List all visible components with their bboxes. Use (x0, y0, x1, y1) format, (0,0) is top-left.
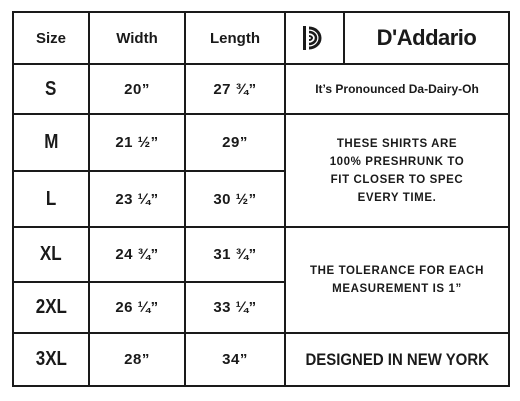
brand-wordmark: D'Addario (376, 25, 477, 50)
designed-note: DESIGNED IN NEW YORK (305, 349, 489, 369)
length-value: 29” (222, 134, 248, 151)
length-value: 31 ¾” (213, 246, 257, 263)
width-value: 26 ¼” (115, 299, 159, 316)
size-label: 2XL (35, 296, 67, 318)
width-value: 23 ¼” (115, 190, 159, 208)
size-label: XL (40, 243, 62, 265)
preshrunk-note: THESE SHIRTS ARE 100% PRESHRUNK TO FIT CLOSER TO SPEC EVERY TIME. (329, 137, 465, 204)
length-value: 30 ½” (213, 190, 257, 208)
width-value: 24 ¾” (115, 246, 159, 263)
header-size: Size (35, 29, 66, 47)
table-row (14, 283, 88, 332)
size-label: S (45, 77, 57, 100)
header-length: Length (210, 29, 260, 47)
length-value: 27 ¾” (213, 80, 257, 98)
table-row (14, 115, 88, 170)
table-row (14, 172, 88, 226)
width-value: 21 ½” (115, 134, 159, 151)
width-value: 20” (124, 80, 150, 98)
size-label: M (43, 131, 59, 153)
size-chart (12, 11, 510, 387)
length-value: 33 ¼” (213, 299, 257, 316)
table-row (14, 228, 88, 281)
table-row (14, 334, 88, 385)
pronunciation-note: It’s Pronounced Da-Dairy-Oh (315, 82, 479, 96)
size-label: 3XL (35, 348, 67, 370)
header-width: Width (116, 29, 158, 47)
width-value: 28” (124, 351, 150, 368)
table-row (14, 65, 88, 113)
size-label: L (45, 187, 57, 210)
length-value: 34” (222, 351, 248, 368)
designed-note-cell (286, 334, 508, 385)
daddario-d-logo-icon (286, 13, 343, 63)
tolerance-note: THE TOLERANCE FOR EACH MEASUREMENT IS 1” (310, 265, 484, 295)
